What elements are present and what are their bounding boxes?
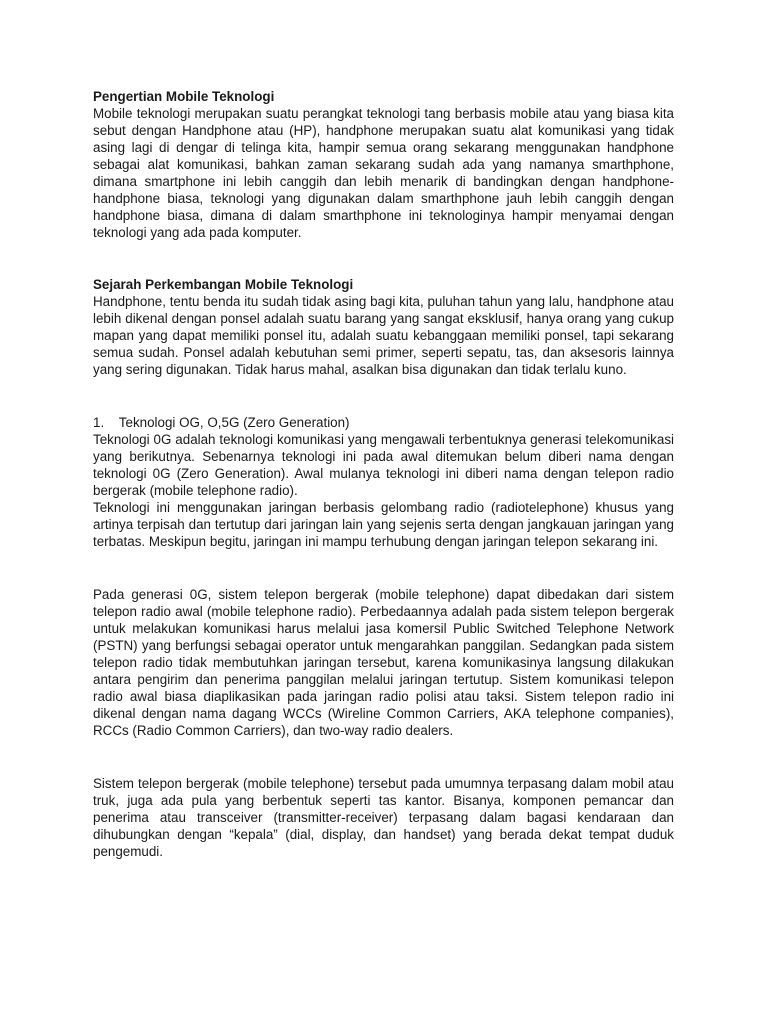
section-paragraph: Sistem telepon bergerak (mobile telephone) tersebut pada umumnya terpasang dalam mobil atau truk, juga ada pula yang berbentuk seperti tas kantor. Bisanya, komponen pemancar dan penerima atau transceiver (transmitter-receiver) terpasang dalam bagasi kendaraan dan dihubungkan dengan “kepala” (dial, display, dan handset) yang berada dekat tempat duduk pengemudi. xyxy=(93,776,674,859)
section-paragraph: Pada generasi 0G, sistem telepon bergerak (mobile telephone) dapat dibedakan dari sistem telepon radio awal (mobile telephone radio). Perbedaannya adalah pada sistem telepon bergerak untuk melakukan komunikasi harus melalui jasa komersil Public Switched Telephone Network (PSTN) yang berfungsi sebagai operator untuk mengarahkan panggilan. Sedangkan pada sistem telepon radio tidak membutuhkan jaringan tersebut, karena komunikasinya langsung dilakukan antara pengirim dan penerima panggilan melalui jaringan tertutup. Sistem komunikasi telepon radio awal biasa diaplikasikan pada jaringan radio polisi atau taksi. Sistem telepon radio ini dikenal dengan nama dagang WCCs (Wireline Common Carriers, AKA telephone companies), RCCs (Radio Common Carriers), dan two-way radio dealers. xyxy=(93,587,674,738)
spacer xyxy=(93,378,674,414)
section-heading: Sejarah Perkembangan Mobile Teknologi xyxy=(93,277,354,292)
document-body xyxy=(93,88,674,860)
numbered-item: 1. Teknologi OG, O,5G (Zero Generation) xyxy=(93,415,350,430)
spacer xyxy=(93,739,674,775)
spacer xyxy=(93,241,674,276)
section-paragraph: Handphone, tentu benda itu sudah tidak asing bagi kita, puluhan tahun yang lalu, handphone atau lebih dikenal dengan ponsel adalah suatu barang yang sangat eksklusif, hanya orang yang cukup mapan yang dapat memiliki ponsel itu, adalah suatu kebanggaan memiliki ponsel, tapi sekarang semua sudah. Ponsel adalah kebutuhan semi primer, seperti sepatu, tas, dan aksesoris lainnya yang sering digunakan. Tidak harus mahal, asalkan bisa digunakan dan tidak terlalu kuno. xyxy=(93,294,674,377)
section-heading: Pengertian Mobile Teknologi xyxy=(93,89,275,104)
section-paragraph: Teknologi 0G adalah teknologi komunikasi yang mengawali terbentuknya generasi telekomunikasi yang berikutnya. Sebenarnya teknologi ini pada awal ditemukan belum diberi nama dengan teknologi 0G (Zero Generation). Awal mulanya teknologi ini diberi nama dengan telepon radio bergerak (mobile telephone radio). xyxy=(93,432,674,498)
section-teknologi-0g xyxy=(93,414,674,550)
section-sejarah xyxy=(93,276,674,378)
section-paragraph: Mobile teknologi merupakan suatu perangkat teknologi tang berbasis mobile atau yang biasa kita sebut dengan Handphone atau (HP), handphone merupakan suatu alat komunikasi yang tidak asing lagi di dengar di telinga kita, hampir semua orang sekarang menggunakan handphone sebagai alat komunikasi, bahkan zaman sekarang sudah ada yang namanya smarthphone, dimana smartphone ini lebih canggih dan lebih menarik di bandingkan dengan handphone-handphone biasa, teknologi yang digunakan dalam smarthphone jauh lebih canggih dengan handphone biasa, dimana di dalam smarthphone ini teknologinya hampir menyamai dengan teknologi yang ada pada komputer. xyxy=(93,106,674,240)
section-paragraph: Teknologi ini menggunakan jaringan berbasis gelombang radio (radiotelephone) khusus yang artinya terpisah dan tertutup dari jaringan lain yang sejenis serta dengan jangkauan jaringan yang terbatas. Meskipun begitu, jaringan ini mampu terhubung dengan jaringan telepon sekarang ini. xyxy=(93,500,674,549)
section-telepon-bergerak xyxy=(93,775,674,860)
spacer xyxy=(93,550,674,586)
section-generasi-0g xyxy=(93,586,674,739)
section-pengertian xyxy=(93,88,674,241)
